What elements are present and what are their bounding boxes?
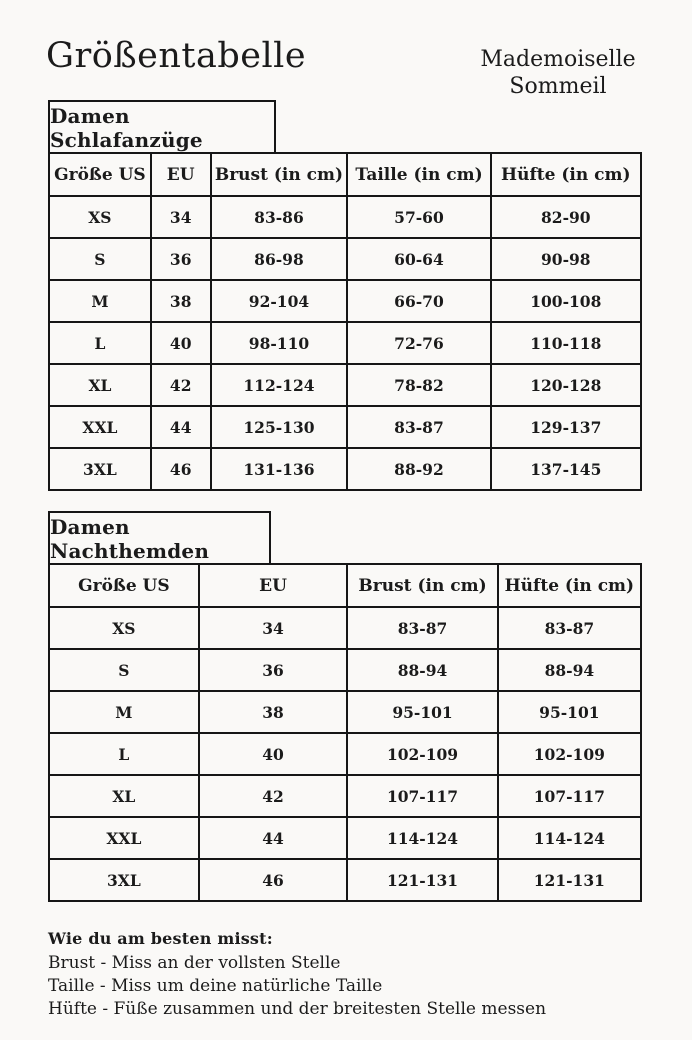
table-cell: L — [49, 733, 199, 775]
table-cell: 72-76 — [347, 322, 490, 364]
brand-line-1: Mademoiselle — [480, 47, 636, 72]
table-cell: XS — [49, 196, 151, 238]
table-row — [49, 406, 641, 448]
column-header: Brust (in cm) — [347, 564, 497, 607]
table-damen-schlafanzuege — [48, 152, 642, 491]
table-row — [49, 691, 641, 733]
table-cell: 98-110 — [211, 322, 348, 364]
table-cell: 36 — [151, 238, 211, 280]
table-cell: 78-82 — [347, 364, 490, 406]
table-cell: 114-124 — [498, 817, 641, 859]
table-cell: 38 — [151, 280, 211, 322]
table-row — [49, 649, 641, 691]
table-cell: 34 — [199, 607, 348, 649]
table-label-nachthemden: Damen Nachthemden — [48, 511, 271, 565]
column-header: Größe US — [49, 153, 151, 196]
table-cell: 131-136 — [211, 448, 348, 490]
column-header: EU — [199, 564, 348, 607]
column-header: Taille (in cm) — [347, 153, 490, 196]
measuring-instructions — [48, 928, 546, 1021]
table-cell: 129-137 — [491, 406, 641, 448]
table-cell: 110-118 — [491, 322, 641, 364]
table-cell: M — [49, 691, 199, 733]
table-cell: 112-124 — [211, 364, 348, 406]
table-cell: XS — [49, 607, 199, 649]
table-label-schlafanzuege: Damen Schlafanzüge — [48, 100, 276, 154]
table-cell: XL — [49, 775, 199, 817]
table-cell: 120-128 — [491, 364, 641, 406]
table-cell: 44 — [151, 406, 211, 448]
table-row — [49, 859, 641, 901]
table-row — [49, 364, 641, 406]
table-cell: 88-92 — [347, 448, 490, 490]
instruction-line-taille: Taille - Miss um deine natürliche Taille — [48, 976, 383, 996]
table-cell: 102-109 — [498, 733, 641, 775]
instruction-line-brust: Brust - Miss an der vollsten Stelle — [48, 953, 341, 973]
table-row — [49, 733, 641, 775]
table-cell: 3XL — [49, 859, 199, 901]
table-cell: XXL — [49, 817, 199, 859]
table-cell: 88-94 — [347, 649, 497, 691]
table-cell: 36 — [199, 649, 348, 691]
table-cell: 95-101 — [347, 691, 497, 733]
table-row — [49, 448, 641, 490]
table-cell: S — [49, 649, 199, 691]
table-cell: 121-131 — [347, 859, 497, 901]
table-row — [49, 775, 641, 817]
table-cell: M — [49, 280, 151, 322]
column-header: Hüfte (in cm) — [491, 153, 641, 196]
header-row — [49, 153, 641, 196]
table-cell: 90-98 — [491, 238, 641, 280]
table-cell: 3XL — [49, 448, 151, 490]
table-cell: 114-124 — [347, 817, 497, 859]
table-row — [49, 280, 641, 322]
table-cell: 42 — [151, 364, 211, 406]
header-row — [49, 564, 641, 607]
table-cell: 57-60 — [347, 196, 490, 238]
column-header: Größe US — [49, 564, 199, 607]
brand-line-2: Sommeil — [509, 74, 607, 99]
table-cell: XXL — [49, 406, 151, 448]
column-header: EU — [151, 153, 211, 196]
column-header: Hüfte (in cm) — [498, 564, 641, 607]
table-cell: 88-94 — [498, 649, 641, 691]
table-row — [49, 196, 641, 238]
table-cell: 46 — [199, 859, 348, 901]
table-cell: XL — [49, 364, 151, 406]
table-cell: 34 — [151, 196, 211, 238]
instruction-line-huefte: Hüfte - Füße zusammen und der breitesten Stelle messen — [48, 999, 547, 1019]
table-cell: 102-109 — [347, 733, 497, 775]
table-row — [49, 238, 641, 280]
table-cell: 60-64 — [347, 238, 490, 280]
table-row — [49, 817, 641, 859]
table-cell: 92-104 — [211, 280, 348, 322]
table-cell: 44 — [199, 817, 348, 859]
table-cell: L — [49, 322, 151, 364]
brand-name — [452, 46, 664, 100]
table-cell: 40 — [151, 322, 211, 364]
table-cell: 83-86 — [211, 196, 348, 238]
table-cell: 121-131 — [498, 859, 641, 901]
table-damen-nachthemden — [48, 563, 642, 902]
table-cell: 40 — [199, 733, 348, 775]
table-row — [49, 607, 641, 649]
table-row — [49, 322, 641, 364]
table-cell: 42 — [199, 775, 348, 817]
table-cell: 100-108 — [491, 280, 641, 322]
table-cell: 66-70 — [347, 280, 490, 322]
table-cell: 95-101 — [498, 691, 641, 733]
table-cell: 107-117 — [347, 775, 497, 817]
table-cell: S — [49, 238, 151, 280]
table-cell: 83-87 — [498, 607, 641, 649]
table-cell: 86-98 — [211, 238, 348, 280]
table-cell: 107-117 — [498, 775, 641, 817]
page-title: Größentabelle — [46, 36, 307, 76]
table-cell: 125-130 — [211, 406, 348, 448]
table-cell: 137-145 — [491, 448, 641, 490]
table-cell: 46 — [151, 448, 211, 490]
instructions-heading: Wie du am besten misst: — [48, 929, 273, 948]
table-cell: 82-90 — [491, 196, 641, 238]
table-cell: 38 — [199, 691, 348, 733]
table-cell: 83-87 — [347, 607, 497, 649]
table-cell: 83-87 — [347, 406, 490, 448]
column-header: Brust (in cm) — [211, 153, 348, 196]
